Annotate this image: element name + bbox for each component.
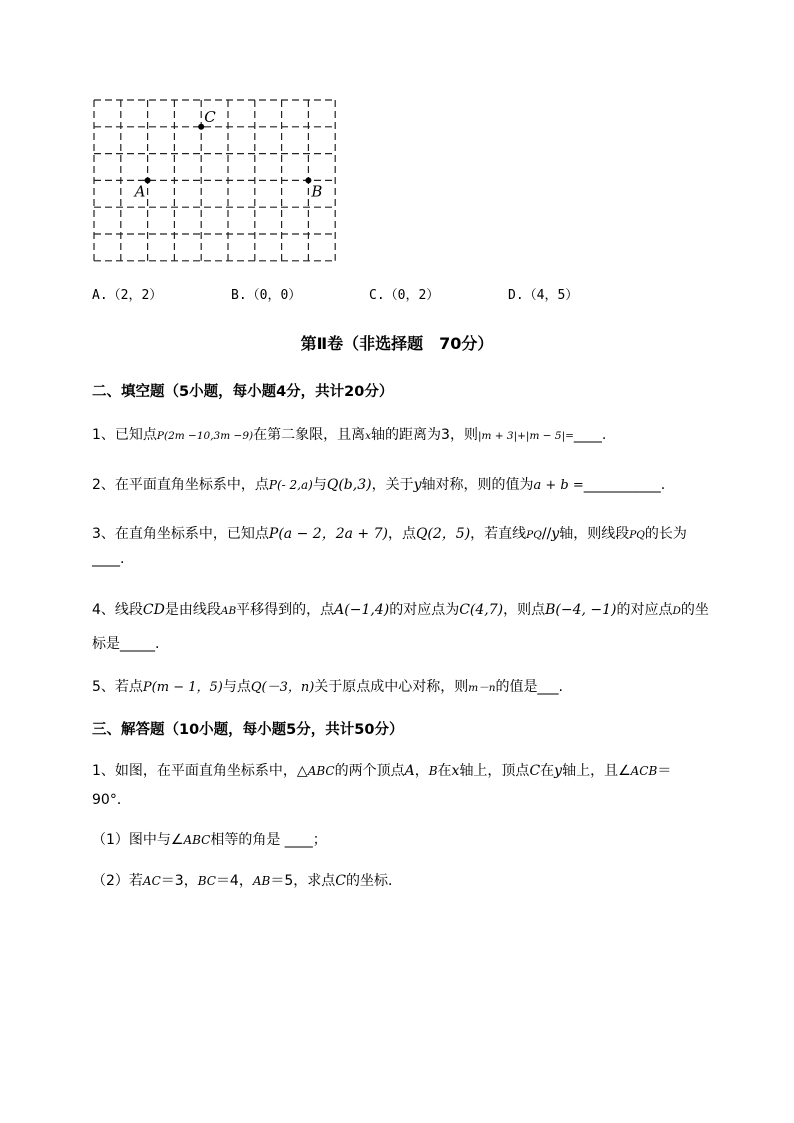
fill-question-3-line2: ____. <box>92 551 125 567</box>
q2-point-p: P(- 2,a) <box>268 478 313 492</box>
s3q1-text-f: 轴上，且∠ <box>562 763 631 779</box>
q4-text-e: ，则点 <box>503 602 546 618</box>
q4-text-g: 的坐 <box>680 602 709 618</box>
q3-parallel: // <box>541 526 552 542</box>
q5-expression: m－n <box>468 682 496 694</box>
q4-point-b: B(−4, −1) <box>545 602 617 618</box>
q1-x-axis: x <box>365 430 372 442</box>
s3q1-sub2-text-e: 的坐标． <box>345 873 402 889</box>
s3q1-y-axis: y <box>554 763 563 779</box>
point-a-dot <box>145 177 151 183</box>
q3-point-p: P(a − 2，2a + 7) <box>268 526 388 542</box>
point-c-label: C <box>204 107 216 126</box>
s3q1-sub2-point-c: C <box>335 873 346 889</box>
choice-a: A.（2，2） <box>92 288 163 303</box>
s3q1-sub2-ab: AB <box>252 874 271 888</box>
solve-question-1-part2 <box>92 870 402 890</box>
q5-text-c: 关于原点成中心对称，则 <box>314 679 469 695</box>
q1-text-c: 轴的距离为3，则 <box>371 427 478 443</box>
q3-point-q: Q(2，5) <box>415 526 471 542</box>
section3-title: 三、解答题（10小题，每小题5分，共计50分） <box>92 722 404 738</box>
grid-svg <box>92 98 338 264</box>
s3q1-sub2-bc: BC <box>197 874 216 888</box>
q4-point-c: C(4,7) <box>459 602 504 618</box>
s3q1-x-axis: x <box>451 763 460 779</box>
s3q1-sub2-text-d: ＝5，求点 <box>270 873 336 889</box>
s3q1-vertex-a: A <box>404 763 415 779</box>
q2-point-q: Q(b,3) <box>326 477 372 493</box>
q4-text-d: 的对应点为 <box>389 602 460 618</box>
q1-point-p: P(2m −10,3m −9) <box>156 430 254 442</box>
solve-question-1 <box>92 760 671 780</box>
q5-text-b: 与点 <box>222 679 251 695</box>
q4-point-d: D <box>672 605 681 617</box>
s3q1-sub1-text-b: 相等的角是 ____； <box>210 832 327 848</box>
s3q1-angle-acb: ACB <box>630 764 658 778</box>
point-a-label: A <box>134 182 146 201</box>
fill-question-5 <box>92 676 563 696</box>
choice-d: D.（4，5） <box>508 288 579 303</box>
q2-y-axis: y <box>413 477 422 493</box>
solve-question-1-line2: 90°． <box>92 792 131 808</box>
s3q1-sub2-text-b: ＝3， <box>160 873 198 889</box>
s3q1-text-e: 在 <box>540 763 555 779</box>
choice-c: C.（0，2） <box>369 288 440 303</box>
q2-text-c: ，关于 <box>371 477 414 493</box>
section2-title: 二、填空题（5小题，每小题4分，共计20分） <box>92 384 394 400</box>
point-b-label: B <box>311 182 323 201</box>
q4-segment-cd: CD <box>142 602 165 618</box>
s3q1-sub2-text-c: ＝4， <box>215 873 253 889</box>
fill-question-3 <box>92 523 687 543</box>
s3q1-sub1-angle: ABC <box>183 833 211 847</box>
q2-text-b: 与 <box>312 477 327 493</box>
choice-b: B.（0，0） <box>231 288 302 303</box>
q1-text-b: 在第二象限，且离 <box>253 427 366 443</box>
fill-question-4-line2: 标是_____. <box>92 636 160 652</box>
s3q1-text-c: 在 <box>437 763 452 779</box>
s3q1-triangle: ABC <box>307 764 335 778</box>
s3q1-vertex-c: C <box>529 763 541 779</box>
q2-text-d: 轴对称，则的值为 <box>421 477 534 493</box>
q3-text-b: ，点 <box>387 526 416 542</box>
s3q1-sub2-text-a: （2）若 <box>92 873 143 889</box>
q3-text-e: 轴，则线段 <box>559 526 630 542</box>
q5-point-p: P(m − 1，5) <box>142 680 223 695</box>
q2-expression: a + b = <box>533 478 584 493</box>
part2-title: 第Ⅱ卷（非选择题 70分） <box>300 334 494 353</box>
q3-text-f: 的长为 <box>644 526 687 542</box>
s3q1-text-b: 的两个顶点 <box>334 763 405 779</box>
q1-blank: ____. <box>573 427 607 443</box>
q4-text-f: 的对应点 <box>616 602 673 618</box>
s3q1-text-a: 1、如图，在平面直角坐标系中，△ <box>92 763 308 779</box>
q3-segment-pq: PQ <box>629 529 645 541</box>
s3q1-sub2-ac: AC <box>142 874 161 888</box>
q1-expression: |m + 3|+|m − 5|= <box>477 430 574 442</box>
q3-text-a: 3、在直角坐标系中，已知点 <box>92 526 269 542</box>
q4-text-c: 平移得到的，点 <box>236 602 335 618</box>
q3-line-pq: PQ <box>526 529 542 541</box>
q4-point-a: A(−1,4) <box>334 602 390 618</box>
grid-figure <box>92 98 338 264</box>
q5-point-q: Q(－3，n) <box>250 680 315 695</box>
s3q1-sub1-text-a: （1）图中与∠ <box>92 832 184 848</box>
s3q1-vertex-b: B <box>428 764 438 778</box>
q4-segment-ab: AB <box>220 605 237 617</box>
solve-question-1-part1 <box>92 829 327 849</box>
s3q1-equals: ＝ <box>657 763 672 779</box>
s3q1-text-d: 轴上，顶点 <box>459 763 530 779</box>
fill-question-4 <box>92 599 709 619</box>
q2-blank: ___________. <box>583 477 666 493</box>
q3-text-c: ，若直线 <box>470 526 527 542</box>
q1-text-a: 1、已知点 <box>92 427 157 443</box>
q4-text-b: 是由线段 <box>164 602 221 618</box>
q5-text-f: 的值是___. <box>495 679 563 695</box>
q3-y-axis: y <box>551 526 560 542</box>
q5-text-a: 5、若点 <box>92 679 143 695</box>
fill-question-1 <box>92 424 606 444</box>
s3q1-comma: ， <box>414 763 429 779</box>
q2-text-a: 2、在平面直角坐标系中，点 <box>92 477 269 493</box>
fill-question-2 <box>92 474 665 494</box>
q4-text-a: 4、线段 <box>92 602 143 618</box>
